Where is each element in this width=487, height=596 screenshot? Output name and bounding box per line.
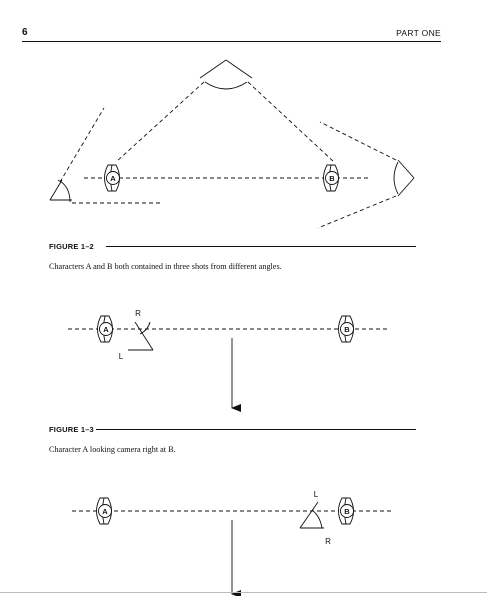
character-b-label: B — [344, 507, 350, 516]
camera-right-label: R — [135, 309, 141, 318]
camera-left-label: L — [118, 352, 124, 361]
figure-label: FIGURE 1–2 — [49, 242, 94, 251]
camera-top-icon — [200, 60, 252, 89]
page-number: 6 — [22, 27, 28, 38]
camera-top-view-left — [116, 82, 204, 162]
character-a-label: A — [102, 507, 108, 516]
figure-label: FIGURE 1–3 — [49, 425, 94, 434]
running-head: PART ONE — [396, 28, 441, 38]
character-a-label: A — [110, 174, 116, 183]
camera-left-icon — [50, 180, 72, 202]
camera-left-label: L — [313, 490, 319, 499]
page-bottom-edge — [0, 592, 487, 593]
camera-right-view-lower — [318, 196, 396, 228]
figure-rule — [96, 429, 416, 430]
camera-left-view-upper — [60, 108, 104, 182]
camera-right-view-upper — [320, 122, 396, 160]
character-b-label: B — [344, 325, 350, 334]
figure-caption: Character A looking camera right at B. — [49, 445, 176, 454]
camera-right-label: R — [325, 537, 331, 546]
camera-top-view-right — [248, 82, 334, 162]
figure-caption: Characters A and B both contained in three shots from different angles. — [49, 262, 282, 271]
camera-right-icon — [394, 160, 414, 196]
figure-1-3-diagram — [68, 316, 390, 408]
character-b-label: B — [329, 174, 335, 183]
character-a-label: A — [103, 325, 109, 334]
figure-rule — [106, 246, 416, 247]
figure-1-2-diagram — [50, 60, 414, 228]
camera-angle-icon — [300, 502, 324, 528]
camera-angle-icon — [128, 322, 153, 350]
